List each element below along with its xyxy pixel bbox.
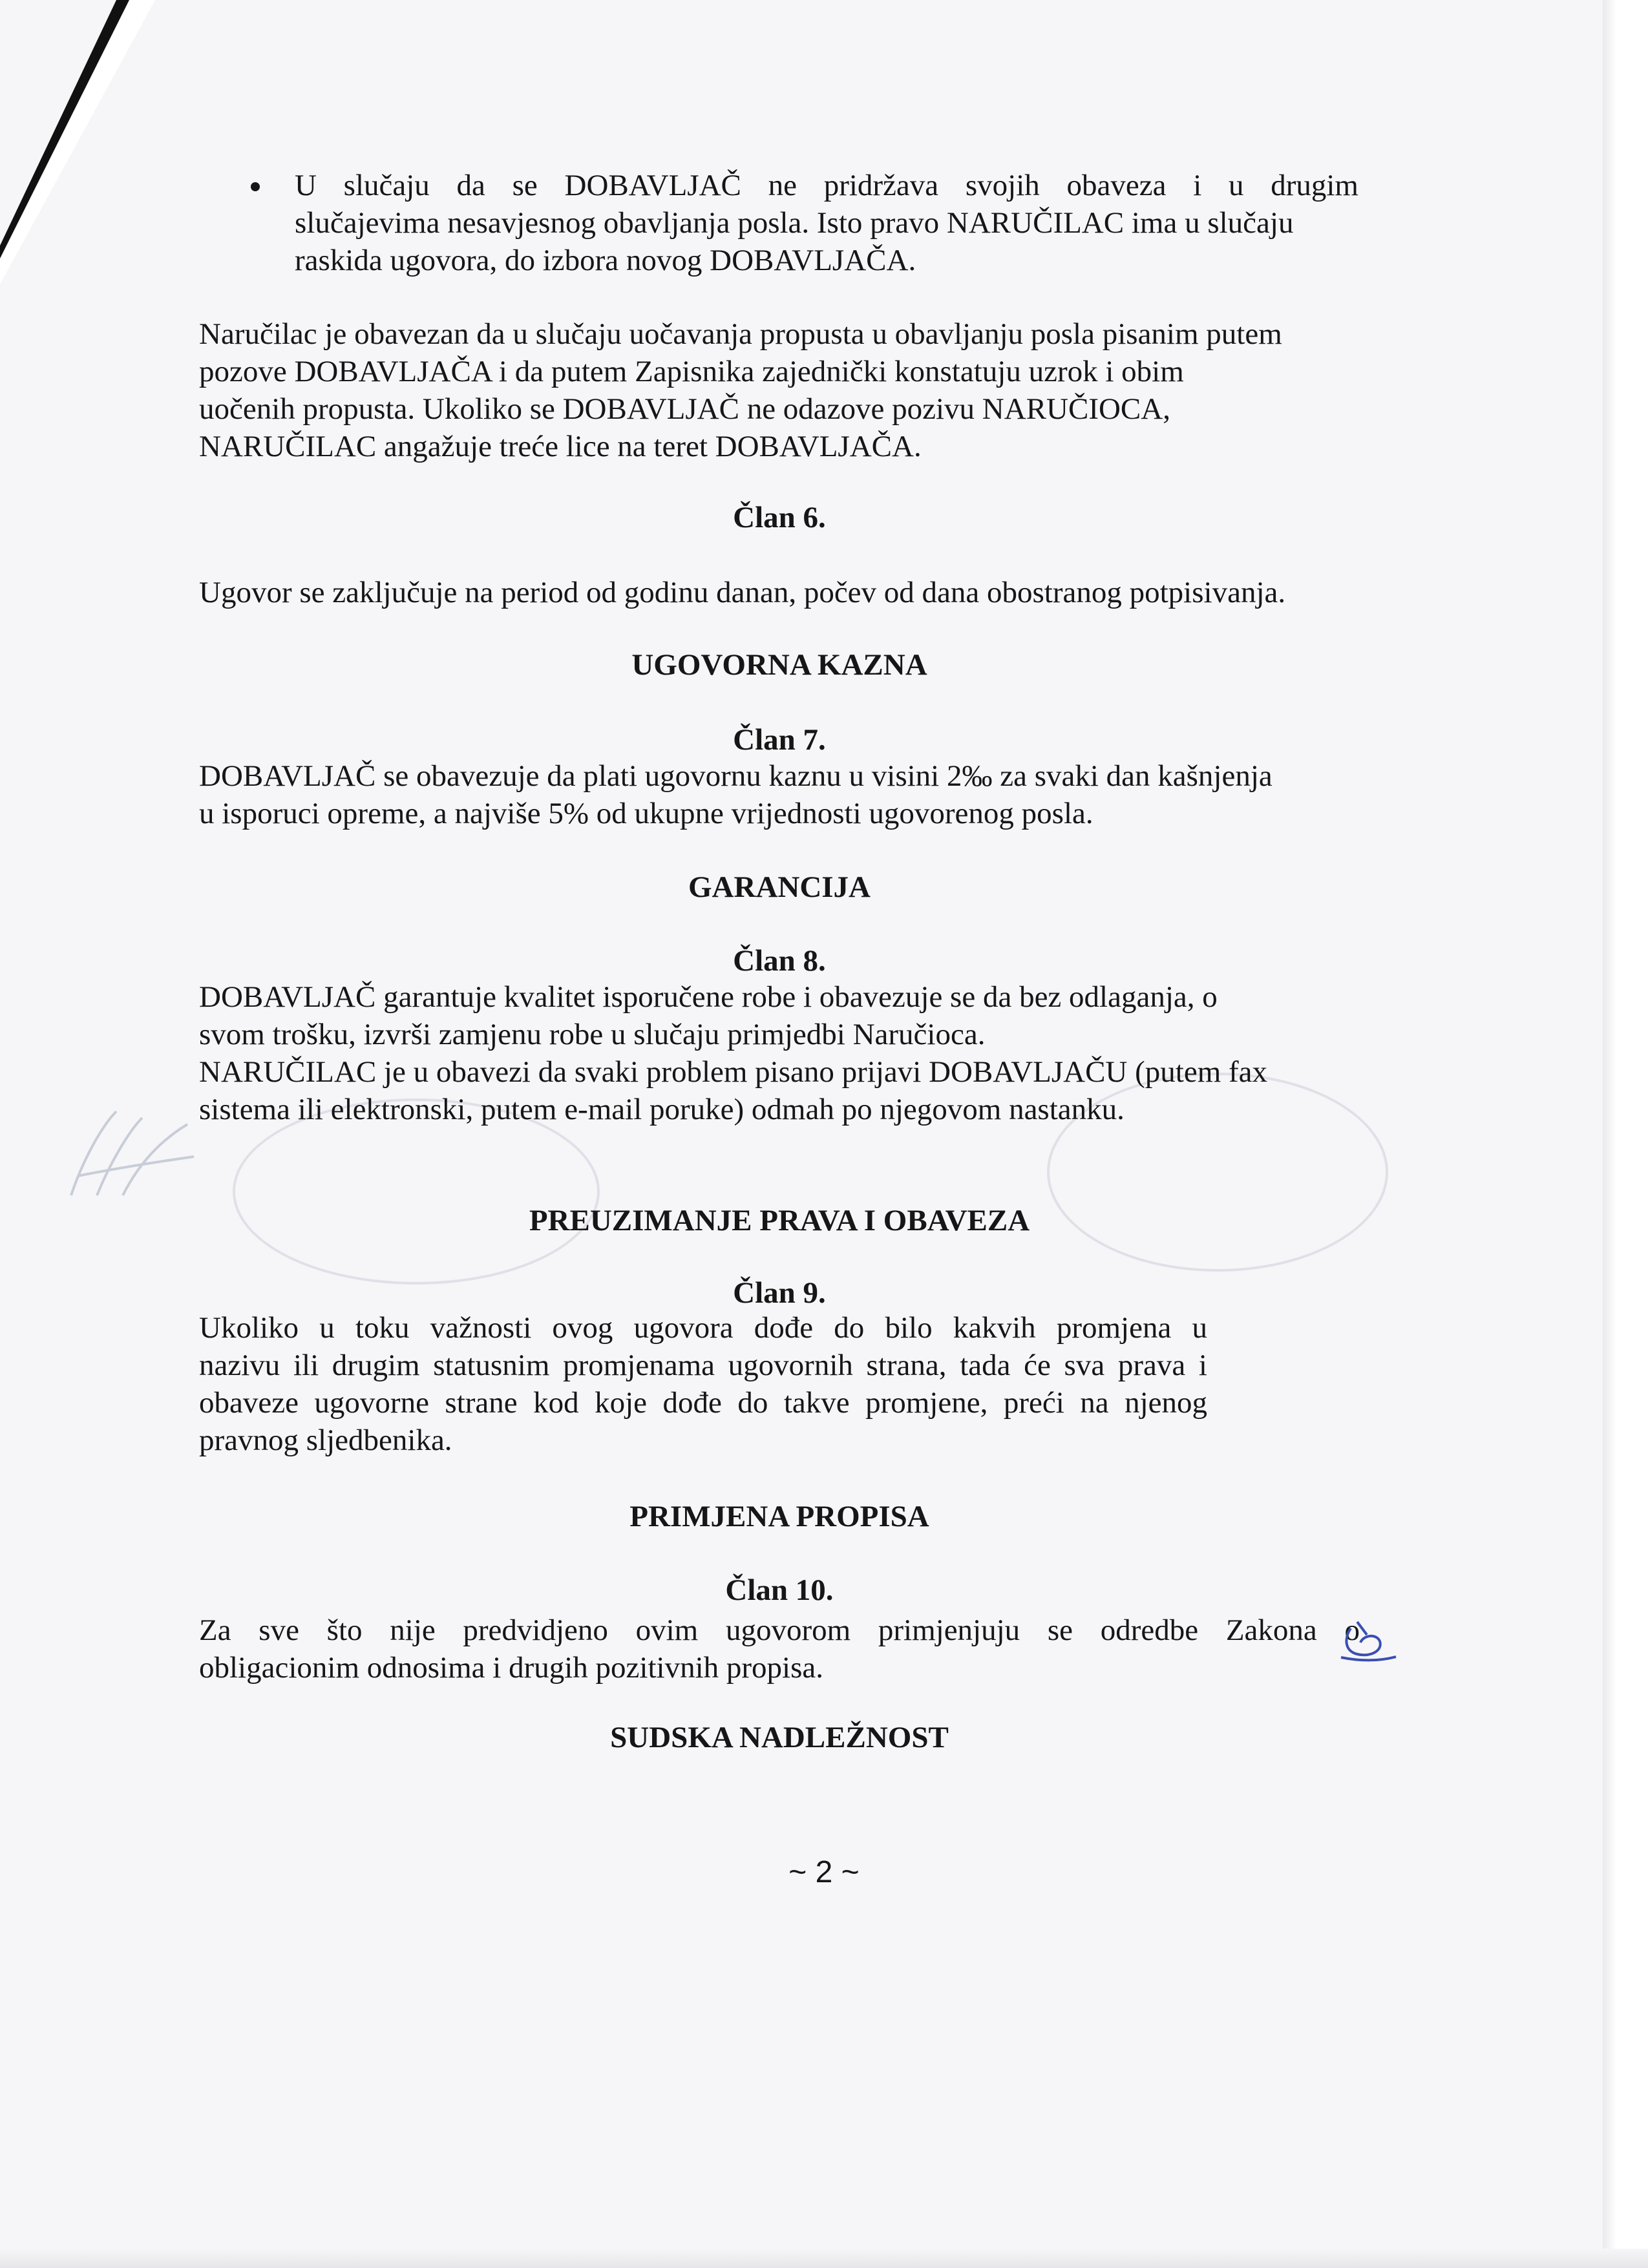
narucilac-paragraph [199,315,1360,465]
narucilac-line-2: pozove DOBAVLJAČA i da putem Zapisnika zajednički konstatuju uzrok i obim [199,355,1184,388]
bullet-line-2: slučajevima nesavjesnog obavljanja posla. Isto pravo NARUČILAC ima u slučaju [295,206,1294,240]
clan-8-line-3: NARUČILAC je u obavezi da svaki problem pisano prijavi DOBAVLJAČU (putem fax [199,1055,1268,1089]
ugovorna-kazna-title: UGOVORNA KAZNA [631,648,927,682]
page-number: ~ 2 ~ [788,1855,860,1889]
narucilac-line-1: Naručilac je obavezan da u slučaju uočavanja propusta u obavljanju posla pisanim putem [199,317,1282,351]
clan-7-text [199,757,1360,832]
clan-10-text [199,1612,1360,1686]
clan-8-heading: Član 8. [733,944,826,978]
clan-9-line-4: pravnog sljedbenika. [199,1423,452,1457]
clan-10-heading: Član 10. [725,1573,834,1607]
clan-6-line: Ugovor se zaključuje na period od godinu danan, počev od dana obostranog potpisivanja. [199,576,1286,609]
folded-corner [0,0,155,284]
narucilac-line-3: uočenih propusta. Ukoliko se DOBAVLJAČ ne odazove pozivu NARUČIOCA, [199,392,1170,426]
clan-8-text [199,978,1360,1128]
scan-bottom-edge [0,2249,1648,2268]
scan-edge [1603,0,1648,2268]
narucilac-line-4: NARUČILAC angažuje treće lice na teret DOBAVLJAČA. [199,430,922,463]
initials-mark [1331,1615,1402,1667]
clan-9-text [199,1309,1207,1459]
clan-9-line-2: nazivu ili drugim statusnim promjenama ugovornih strana, tada će sva prava i [199,1349,1207,1382]
primjena-title: PRIMJENA PROPISA [629,1500,929,1533]
sudska-title: SUDSKA NADLEŽNOST [610,1721,949,1754]
preuzimanje-title: PREUZIMANJE PRAVA I OBAVEZA [529,1204,1030,1237]
bullet-line-1: U slučaju da se DOBAVLJAČ ne pridržava svojih obaveza i u drugim [295,169,1358,202]
bullet-icon [251,182,260,191]
clan-9-line-1: Ukoliko u toku važnosti ovog ugovora dođe do bilo kakvih promjena u [199,1311,1207,1345]
clan-8-line-2: svom trošku, izvrši zamjenu robe u slučaju primjedbi Naručioca. [199,1018,986,1051]
signature-scrawl [58,1098,207,1208]
clan-10-line-2: obligacionim odnosima i drugih pozitivnih propisa. [199,1651,824,1685]
clan-7-line-1: DOBAVLJAČ se obavezuje da plati ugovornu kaznu u visini 2‰ za svaki dan kašnjenja [199,759,1273,793]
bullet-paragraph [295,167,1358,279]
clan-6-text [199,574,1360,611]
clan-7-line-2: u isporuci opreme, a najviše 5% od ukupne vrijednosti ugovorenog posla. [199,797,1093,830]
clan-7-heading: Član 7. [733,723,826,757]
clan-8-line-1: DOBAVLJAČ garantuje kvalitet isporučene robe i obavezuje se da bez odlaganja, o [199,980,1218,1014]
clan-9-heading: Član 9. [733,1276,826,1310]
clan-8-line-4: sistema ili elektronski, putem e-mail poruke) odmah po njegovom nastanku. [199,1093,1125,1126]
clan-6-heading: Član 6. [733,501,826,534]
bullet-line-3: raskida ugovora, do izbora novog DOBAVLJAČA. [295,244,916,277]
garancija-title: GARANCIJA [688,870,871,904]
clan-9-line-3: obaveze ugovorne strane kod koje dođe do takve promjene, preći na njenog [199,1386,1207,1420]
clan-10-line-1: Za sve što nije predvidjeno ovim ugovorom primjenjuju se odredbe Zakona o [199,1613,1360,1647]
